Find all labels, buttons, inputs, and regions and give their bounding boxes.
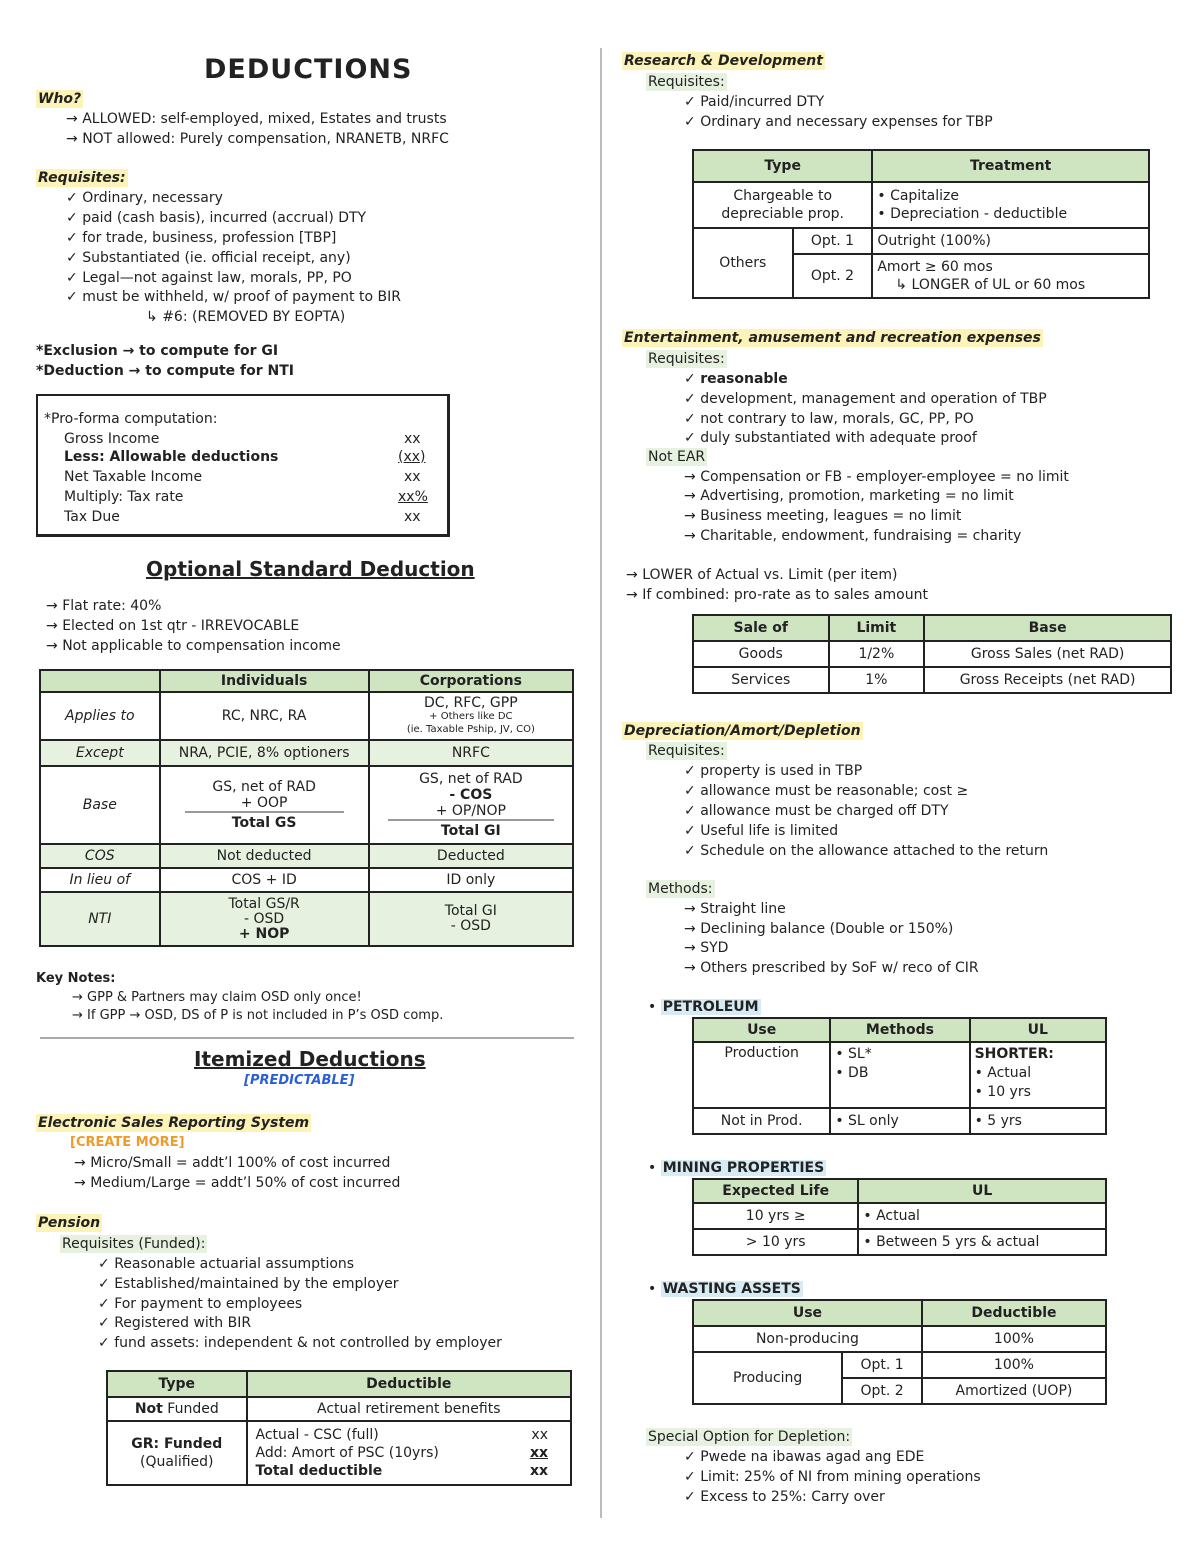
ear-item-2: ✓ development, management and operation of TBP (684, 391, 1047, 407)
wasting-opt2-ded: Amortized (UOP) (922, 1378, 1106, 1404)
pension-funded-type: GR: Funded (Qualified) (107, 1421, 247, 1485)
itemized-sub: [PREDICTABLE] (244, 1073, 355, 1088)
special-item-2: ✓ Limit: 25% of NI from mining operations (684, 1469, 981, 1485)
ear-item-4: ✓ duly substantiated with adequate proof (684, 430, 977, 446)
proforma-label-5: Tax Due (64, 509, 120, 525)
osd-note-2: → Elected on 1st qtr - IRREVOCABLE (46, 618, 300, 634)
ear-note-2: → If combined: pro-rate as to sales amount (626, 587, 928, 603)
wasting-opt1-ded: 100% (922, 1352, 1106, 1378)
mining-heading: • MINING PROPERTIES (648, 1160, 825, 1176)
wasting-nonprod: Non-producing (693, 1326, 922, 1352)
wasting-th-use: Use (693, 1300, 922, 1326)
pension-th-type: Type (107, 1371, 247, 1397)
req-item-4: ✓ Substantiated (ie. official receipt, any) (66, 250, 351, 266)
pension-table (106, 1370, 572, 1486)
who-not-allowed: → NOT allowed: Purely compensation, NRANETB, NRFC (66, 131, 449, 147)
rnd-charge-type: Chargeable to depreciable prop. (693, 182, 872, 228)
pension-funded-ded: Actual - CSC (full) xx Add: Amort of PSC (10yrs) xx Total deductible xx (247, 1421, 571, 1485)
ear-note-1: → LOWER of Actual vs. Limit (per item) (626, 567, 898, 583)
osd-table (39, 669, 574, 947)
esrs-item-1: → Micro/Small = addt’l 100% of cost incurred (74, 1155, 391, 1171)
ear-req-label: Requisites: (648, 351, 725, 367)
rnd-item-1: ✓ Paid/incurred DTY (684, 94, 825, 110)
osd-applies-label: Applies to (40, 692, 160, 740)
osd-lieu-corp: ID only (369, 868, 573, 892)
ear-th-base: Base (924, 615, 1171, 641)
dep-item-5: ✓ Schedule on the allowance attached to the return (684, 843, 1049, 859)
mining-ul-1: • Actual (858, 1203, 1106, 1229)
method-1: → Straight line (684, 901, 786, 917)
wasting-producing: Producing (693, 1352, 842, 1404)
methods-label: Methods: (648, 881, 713, 897)
not-ear-item-4: → Charitable, endowment, fundraising = charity (684, 528, 1022, 544)
osd-nti-ind: Total GS/R - OSD + NOP (160, 892, 369, 946)
petro-notprod: Not in Prod. (693, 1108, 830, 1134)
pension-item-2: ✓ Established/maintained by the employer (98, 1276, 399, 1292)
dep-req-label: Requisites: (648, 743, 725, 759)
pension-th-deductible: Deductible (247, 1371, 571, 1397)
key-note-1: → GPP & Partners may claim OSD only once! (72, 990, 362, 1005)
osd-applies-corp: DC, RFC, GPP + Others like DC (ie. Taxable Pship, JV, CO) (369, 692, 573, 740)
petro-production-methods: • SL* • DB (830, 1042, 969, 1108)
pension-item-3: ✓ For payment to employees (98, 1296, 303, 1312)
method-3: → SYD (684, 940, 729, 956)
pension-heading: Pension (38, 1215, 101, 1231)
special-item-1: ✓ Pwede na ibawas agad ang EDE (684, 1449, 925, 1465)
proforma-title: *Pro-forma computation: (44, 411, 218, 427)
osd-nti-label: NTI (40, 892, 160, 946)
page-title: DEDUCTIONS (204, 54, 413, 85)
exclusion-note: *Exclusion → to compute for GI (36, 343, 279, 359)
petro-th-methods: Methods (830, 1018, 969, 1042)
rnd-charge-treatment: • Capitalize • Depreciation - deductible (872, 182, 1149, 228)
ear-heading: Entertainment, amusement and recreation expenses (624, 330, 1041, 346)
special-label: Special Option for Depletion: (648, 1429, 851, 1445)
osd-th-individuals: Individuals (160, 670, 369, 692)
ear-th-sale: Sale of (693, 615, 829, 641)
wasting-th-ded: Deductible (922, 1300, 1106, 1326)
osd-nti-corp: Total GI - OSD (369, 892, 573, 946)
who-heading: Who? (38, 91, 82, 107)
req-removed-note: ↳ #6: (REMOVED BY EOPTA) (146, 309, 346, 325)
osd-note-1: → Flat rate: 40% (46, 598, 162, 614)
not-ear-item-1: → Compensation or FB - employer-employee = no limit (684, 469, 1069, 485)
key-note-2: → If GPP → OSD, DS of P is not included in P’s OSD comp. (72, 1008, 444, 1023)
not-ear-label: Not EAR (648, 449, 706, 465)
req-item-3: ✓ for trade, business, profession [TBP] (66, 230, 337, 246)
ear-goods: Goods (693, 641, 829, 667)
proforma-label-4: Multiply: Tax rate (64, 489, 184, 505)
ear-goods-base: Gross Sales (net RAD) (924, 641, 1171, 667)
esrs-tag: [CREATE MORE] (70, 1135, 185, 1150)
method-4: → Others prescribed by SoF w/ reco of CIR (684, 960, 979, 976)
osd-base-corp: GS, net of RAD - COS + OP/NOP Total GI (369, 766, 573, 844)
esrs-heading: Electronic Sales Reporting System (38, 1115, 310, 1131)
ear-item-1: ✓ reasonable (684, 371, 788, 387)
wasting-table (692, 1299, 1107, 1405)
pension-req-label: Requisites (Funded): (62, 1236, 206, 1252)
ear-services-base: Gross Receipts (net RAD) (924, 667, 1171, 693)
osd-cos-ind: Not deducted (160, 844, 369, 868)
section-divider (40, 1037, 574, 1039)
rnd-heading: Research & Development (624, 53, 823, 69)
pension-notfunded-ded: Actual retirement benefits (247, 1397, 571, 1421)
osd-heading: Optional Standard Deduction (146, 557, 475, 581)
dep-item-2: ✓ allowance must be reasonable; cost ≥ (684, 783, 969, 799)
proforma-box (36, 394, 450, 537)
mining-life-2: > 10 yrs (693, 1229, 858, 1255)
pension-item-5: ✓ fund assets: independent & not controlled by employer (98, 1335, 502, 1351)
osd-except-label: Except (40, 740, 160, 766)
osd-applies-ind: RC, NRC, RA (160, 692, 369, 740)
osd-except-corp: NRFC (369, 740, 573, 766)
req-item-6: ✓ must be withheld, w/ proof of payment to BIR (66, 289, 401, 305)
rnd-th-treatment: Treatment (872, 150, 1149, 182)
osd-note-3: → Not applicable to compensation income (46, 638, 341, 654)
who-allowed: → ALLOWED: self-employed, mixed, Estates and trusts (66, 111, 447, 127)
mining-ul-2: • Between 5 yrs & actual (858, 1229, 1106, 1255)
proforma-val-2: (xx) (398, 449, 426, 465)
ear-item-3: ✓ not contrary to law, morals, GC, PP, PO (684, 411, 974, 427)
osd-lieu-label: In lieu of (40, 868, 160, 892)
not-ear-item-3: → Business meeting, leagues = no limit (684, 508, 962, 524)
dep-item-3: ✓ allowance must be charged off DTY (684, 803, 949, 819)
petro-notprod-methods: • SL only (830, 1108, 969, 1134)
proforma-label-2: Less: Allowable deductions (64, 449, 279, 465)
deduction-note: *Deduction → to compute for NTI (36, 363, 294, 379)
proforma-val-3: xx (404, 469, 421, 485)
esrs-item-2: → Medium/Large = addt’l 50% of cost incurred (74, 1175, 401, 1191)
osd-except-ind: NRA, PCIE, 8% optioners (160, 740, 369, 766)
proforma-val-5: xx (404, 509, 421, 525)
req-item-1: ✓ Ordinary, necessary (66, 190, 223, 206)
petroleum-table (692, 1017, 1107, 1135)
dep-item-4: ✓ Useful life is limited (684, 823, 839, 839)
dep-item-1: ✓ property is used in TBP (684, 763, 863, 779)
pension-item-4: ✓ Registered with BIR (98, 1315, 252, 1331)
ear-goods-limit: 1/2% (829, 641, 925, 667)
special-item-3: ✓ Excess to 25%: Carry over (684, 1489, 885, 1505)
osd-lieu-ind: COS + ID (160, 868, 369, 892)
method-2: → Declining balance (Double or 150%) (684, 921, 954, 937)
itemized-heading: Itemized Deductions (194, 1047, 426, 1071)
key-notes-heading: Key Notes: (36, 971, 116, 986)
rnd-th-type: Type (693, 150, 872, 182)
req-item-2: ✓ paid (cash basis), incurred (accrual) DTY (66, 210, 367, 226)
pension-notfunded-type: Not Funded (107, 1397, 247, 1421)
osd-base-label: Base (40, 766, 160, 844)
proforma-val-1: xx (404, 431, 421, 447)
rnd-opt2: Opt. 2 (793, 254, 873, 298)
wasting-opt2: Opt. 2 (842, 1378, 922, 1404)
rnd-item-2: ✓ Ordinary and necessary expenses for TBP (684, 114, 993, 130)
petro-th-ul: UL (970, 1018, 1106, 1042)
ear-services-limit: 1% (829, 667, 925, 693)
mining-th-ul: UL (858, 1179, 1106, 1203)
dep-heading: Depreciation/Amort/Depletion (624, 723, 861, 739)
proforma-val-4: xx% (398, 489, 428, 505)
req-item-5: ✓ Legal—not against law, morals, PP, PO (66, 270, 352, 286)
mining-th-life: Expected Life (693, 1179, 858, 1203)
rnd-req-label: Requisites: (648, 74, 725, 90)
wasting-heading: • WASTING ASSETS (648, 1281, 801, 1297)
not-ear-item-2: → Advertising, promotion, marketing = no limit (684, 488, 1014, 504)
wasting-opt1: Opt. 1 (842, 1352, 922, 1378)
petroleum-heading: • PETROLEUM (648, 999, 759, 1015)
mining-table (692, 1178, 1107, 1256)
requisites-heading: Requisites: (38, 170, 126, 186)
mining-life-1: 10 yrs ≥ (693, 1203, 858, 1229)
petro-production-ul: SHORTER: • Actual • 10 yrs (970, 1042, 1106, 1108)
petro-notprod-ul: • 5 yrs (970, 1108, 1106, 1134)
petro-th-use: Use (693, 1018, 830, 1042)
proforma-label-1: Gross Income (64, 431, 160, 447)
column-divider (600, 48, 602, 1518)
rnd-opt1-treatment: Outright (100%) (872, 228, 1149, 254)
osd-base-ind: GS, net of RAD + OOP Total GS (160, 766, 369, 844)
osd-th-blank (40, 670, 160, 692)
pension-item-1: ✓ Reasonable actuarial assumptions (98, 1256, 355, 1272)
osd-th-corporations: Corporations (369, 670, 573, 692)
rnd-others: Others (693, 228, 793, 298)
rnd-opt2-treatment: Amort ≥ 60 mos ↳ LONGER of UL or 60 mos (872, 254, 1149, 298)
ear-th-limit: Limit (829, 615, 925, 641)
ear-services: Services (693, 667, 829, 693)
proforma-label-3: Net Taxable Income (64, 469, 203, 485)
petro-production: Production (693, 1042, 830, 1108)
rnd-opt1: Opt. 1 (793, 228, 873, 254)
osd-cos-corp: Deducted (369, 844, 573, 868)
wasting-nonprod-ded: 100% (922, 1326, 1106, 1352)
osd-cos-label: COS (40, 844, 160, 868)
rnd-table (692, 149, 1150, 299)
ear-limit-table (692, 614, 1172, 694)
